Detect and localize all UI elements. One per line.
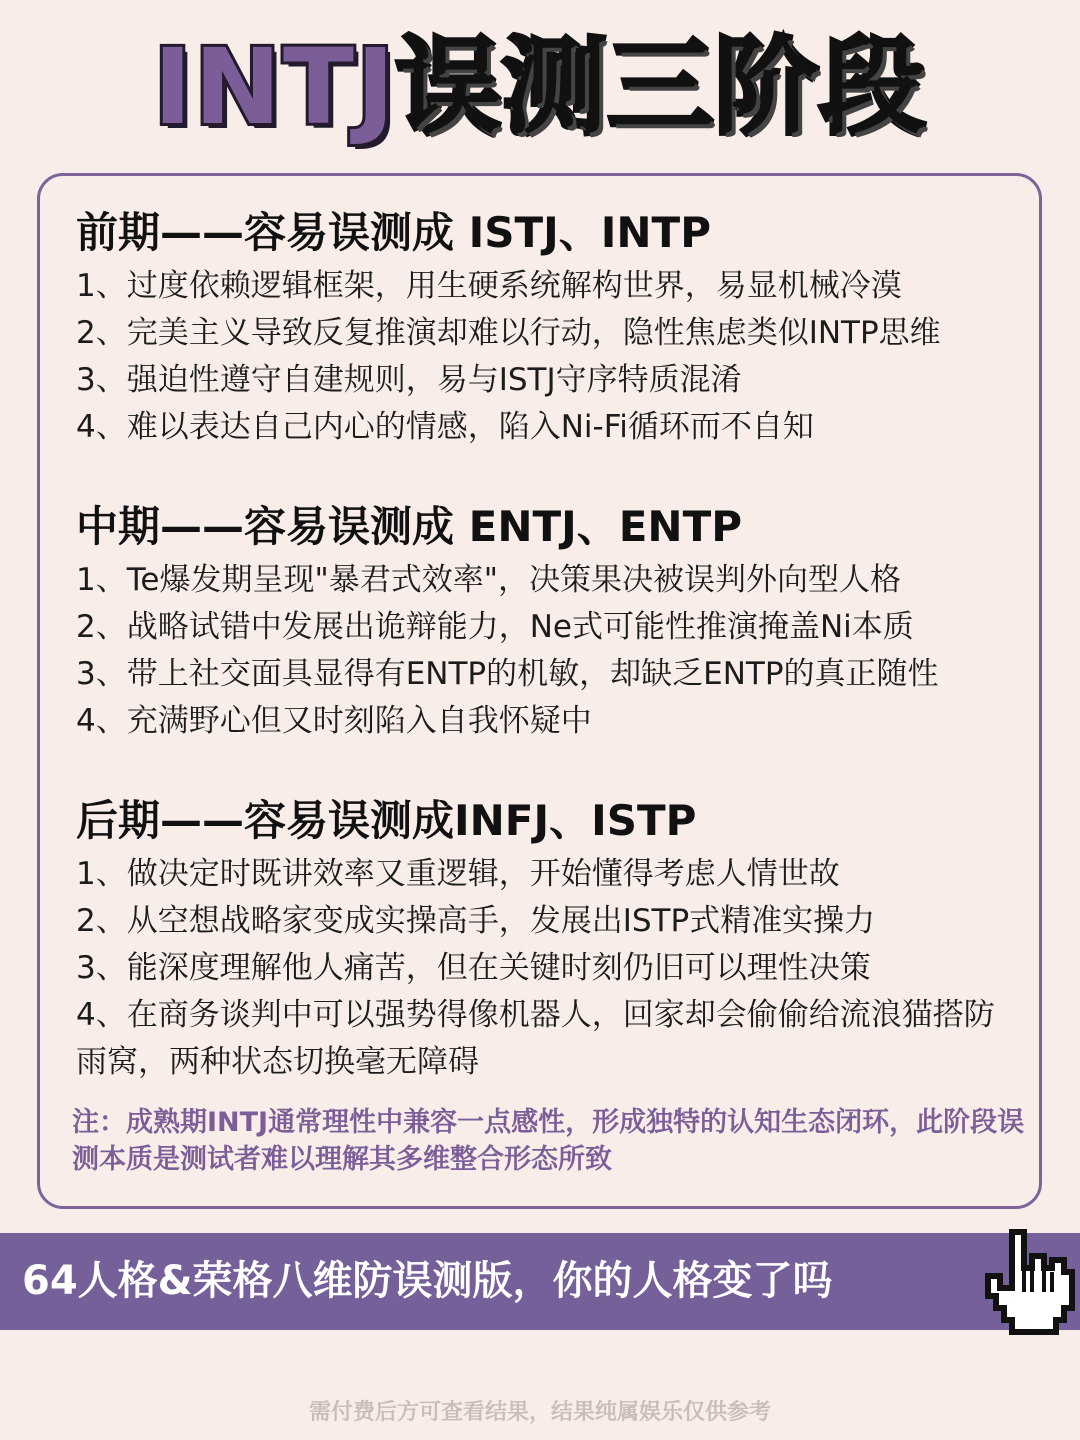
pointing-hand-icon bbox=[976, 1228, 1080, 1344]
section-heading: 前期——容易误测成 ISTJ、INTP bbox=[76, 208, 711, 257]
list-item: 3、带上社交面具显得有ENTP的机敏，却缺乏ENTP的真正随性 bbox=[76, 656, 939, 692]
section-late bbox=[76, 791, 1036, 1086]
list-item: 1、做决定时既讲效率又重逻辑，开始懂得考虑人情世故 bbox=[76, 856, 840, 892]
section-middle bbox=[76, 497, 1036, 745]
disclaimer-footer: 需付费后方可查看结果，结果纯属娱乐仅供参考 bbox=[308, 1400, 771, 1425]
list-item: 2、战略试错中发展出诡辩能力，Ne式可能性推演掩盖Ni本质 bbox=[76, 609, 914, 645]
list-item: 4、在商务谈判中可以强势得像机器人，回家却会偷偷给流浪猫搭防雨窝，两种状态切换毫无障碍 bbox=[76, 997, 995, 1080]
page-title bbox=[0, 22, 1080, 152]
banner-text: 64人格&荣格八维防误测版，你的人格变了吗 bbox=[22, 1258, 833, 1304]
list-item: 2、从空想战略家变成实操高手，发展出ISTP式精准实操力 bbox=[76, 903, 876, 939]
list-item: 1、Te爆发期呈现"暴君式效率"，决策果决被误判外向型人格 bbox=[76, 562, 901, 598]
page-title-type: INTJ bbox=[153, 26, 397, 148]
list-item: 4、充满野心但又时刻陷入自我怀疑中 bbox=[76, 703, 592, 739]
list-item: 2、完美主义导致反复推演却难以行动，隐性焦虑类似INTP思维 bbox=[76, 315, 941, 351]
promo-banner[interactable] bbox=[0, 1233, 1080, 1330]
list-item: 1、过度依赖逻辑框架，用生硬系统解构世界，易显机械冷漠 bbox=[76, 268, 902, 304]
page-title-topic: 误测三阶段 bbox=[396, 26, 927, 148]
section-heading: 中期——容易误测成 ENTJ、ENTP bbox=[76, 502, 743, 551]
list-item: 3、能深度理解他人痛苦，但在关键时刻仍旧可以理性决策 bbox=[76, 950, 871, 986]
list-item: 4、难以表达自己内心的情感，陷入Ni-Fi循环而不自知 bbox=[76, 409, 814, 445]
note-text: 注：成熟期INTJ通常理性中兼容一点感性，形成独特的认知生态闭环，此阶段误测本质是测试者难以理解其多维整合形态所致 bbox=[72, 1107, 1025, 1175]
list-item: 3、强迫性遵守自建规则，易与ISTJ守序特质混淆 bbox=[76, 362, 742, 398]
section-early bbox=[76, 203, 1036, 451]
section-heading: 后期——容易误测成INFJ、ISTP bbox=[76, 796, 697, 845]
